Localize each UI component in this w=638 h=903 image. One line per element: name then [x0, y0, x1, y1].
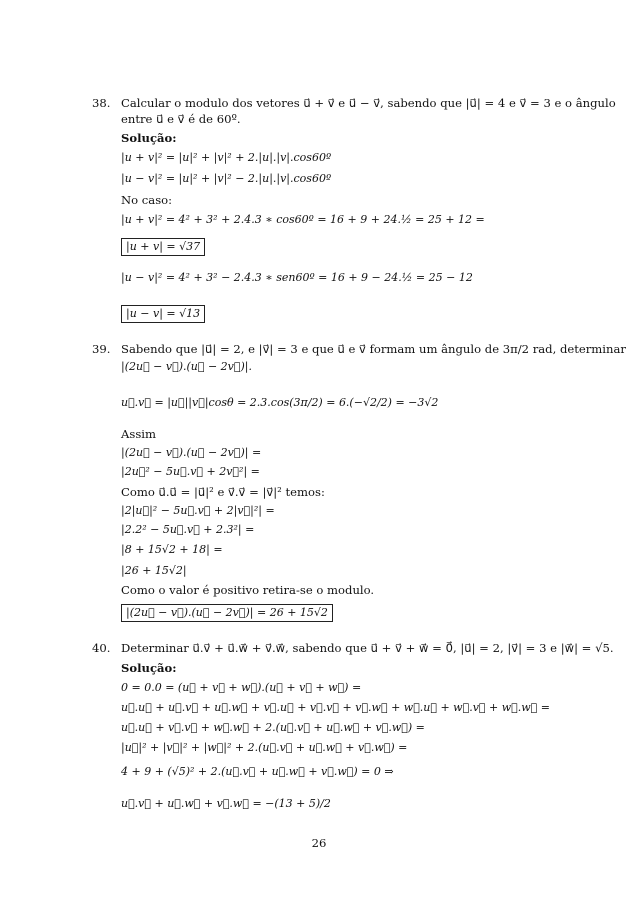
step-7: |26 + 15√2|: [121, 564, 187, 577]
solution-heading-40: Solução:: [121, 661, 177, 675]
step-40-3: u⃗.u⃗ + v⃗.v⃗ + w⃗.w⃗ + 2.(u⃗.v⃗ + u⃗.w⃗ + v⃗.w⃗) =: [121, 721, 425, 734]
case-label: No caso:: [121, 193, 173, 207]
step-1: |(2u⃗ − v⃗).(u⃗ − 2v⃗)| =: [121, 446, 262, 459]
step-40-2: u⃗.u⃗ + u⃗.v⃗ + u⃗.w⃗ + v⃗.u⃗ + v⃗.v⃗ + v⃗.w⃗ + w⃗.u⃗ + w⃗.v⃗ + w⃗.w⃗ =: [121, 701, 550, 714]
problem-38-number: 38.: [92, 96, 111, 110]
problem-40-number: 40.: [92, 641, 111, 655]
step-6: |8 + 15√2 + 18| =: [121, 543, 223, 556]
step-40-5: 4 + 9 + (√5)² + 2.(u⃗.v⃗ + u⃗.w⃗ + v⃗.w⃗) = 0 ⇒: [121, 765, 394, 778]
result-diff-boxed: |u − v| = √13: [121, 305, 205, 323]
step-40-1: 0 = 0.0 = (u⃗ + v⃗ + w⃗).(u⃗ + v⃗ + w⃗) =: [121, 681, 362, 694]
step-5: |2.2² − 5u⃗.v⃗ + 2.3²| =: [121, 523, 255, 536]
page-number: 26: [311, 836, 327, 850]
solution-heading: Solução:: [121, 131, 177, 145]
step-2: |2u⃗² − 5u⃗.v⃗ + 2v⃗²| =: [121, 465, 260, 478]
step-4: |2|u⃗|² − 5u⃗.v⃗ + 2|v⃗|²| =: [121, 504, 275, 517]
formula-sum-modulus: |u + v|² = |u|² + |v|² + 2.|u|.|v|.cos60º: [121, 151, 332, 164]
step-3-text: Como u⃗.u⃗ = |u⃗|² e v⃗.v⃗ = |v⃗|² temos:: [121, 485, 325, 499]
positive-value-note: Como o valor é positivo retira-se o modulo.: [121, 583, 375, 597]
step-40-6: u⃗.v⃗ + u⃗.w⃗ + v⃗.w⃗ = −(13 + 5)/2: [121, 797, 331, 810]
formula-diff-modulus: |u − v|² = |u|² + |v|² − 2.|u|.|v|.cos60º: [121, 172, 332, 185]
result-sum-boxed: |u + v| = √37: [121, 238, 205, 256]
computation-diff: |u − v|² = 4² + 3² − 2.4.3 ∗ sen60º = 16 + 9 − 24.½ = 25 − 12: [121, 271, 473, 284]
computation-sum: |u + v|² = 4² + 3² + 2.4.3 ∗ cos60º = 16 + 9 + 24.½ = 25 + 12 =: [121, 213, 485, 226]
step-40-4: |u⃗|² + |v⃗|² + |w⃗|² + 2.(u⃗.v⃗ + u⃗.w⃗ + v⃗.w⃗) =: [121, 741, 408, 754]
dot-product-uv: u⃗.v⃗ = |u⃗||v⃗|cosθ = 2.3.cos(3π/2) = 6.(−√2/2) = −3√2: [121, 396, 439, 409]
result-39-boxed: |(2u⃗ − v⃗).(u⃗ − 2v⃗)| = 26 + 15√2: [121, 604, 333, 622]
problem-39-statement-line-2: |(2u⃗ − v⃗).(u⃗ − 2v⃗)|.: [121, 360, 252, 373]
problem-40-statement: Determinar u⃗.v⃗ + u⃗.w⃗ + v⃗.w⃗, sabendo que u⃗ + v⃗ + w⃗ = 0⃗, |u⃗| = 2, |v⃗| = 3 e |w⃗| = √5.: [121, 641, 614, 655]
problem-38-statement-line-2: entre u⃗ e v⃗ é de 60º.: [121, 112, 241, 126]
assim-label: Assim: [121, 427, 156, 441]
problem-38-statement-line-1: Calcular o modulo dos vetores u⃗ + v⃗ e u⃗ − v⃗, sabendo que |u⃗| = 4 e v⃗ = 3 e o ângulo: [121, 96, 616, 110]
problem-39-statement-line-1: Sabendo que |u⃗| = 2, e |v⃗| = 3 e que u⃗ e v⃗ formam um ângulo de 3π/2 rad, determinar: [121, 342, 626, 356]
problem-39-number: 39.: [92, 342, 111, 356]
